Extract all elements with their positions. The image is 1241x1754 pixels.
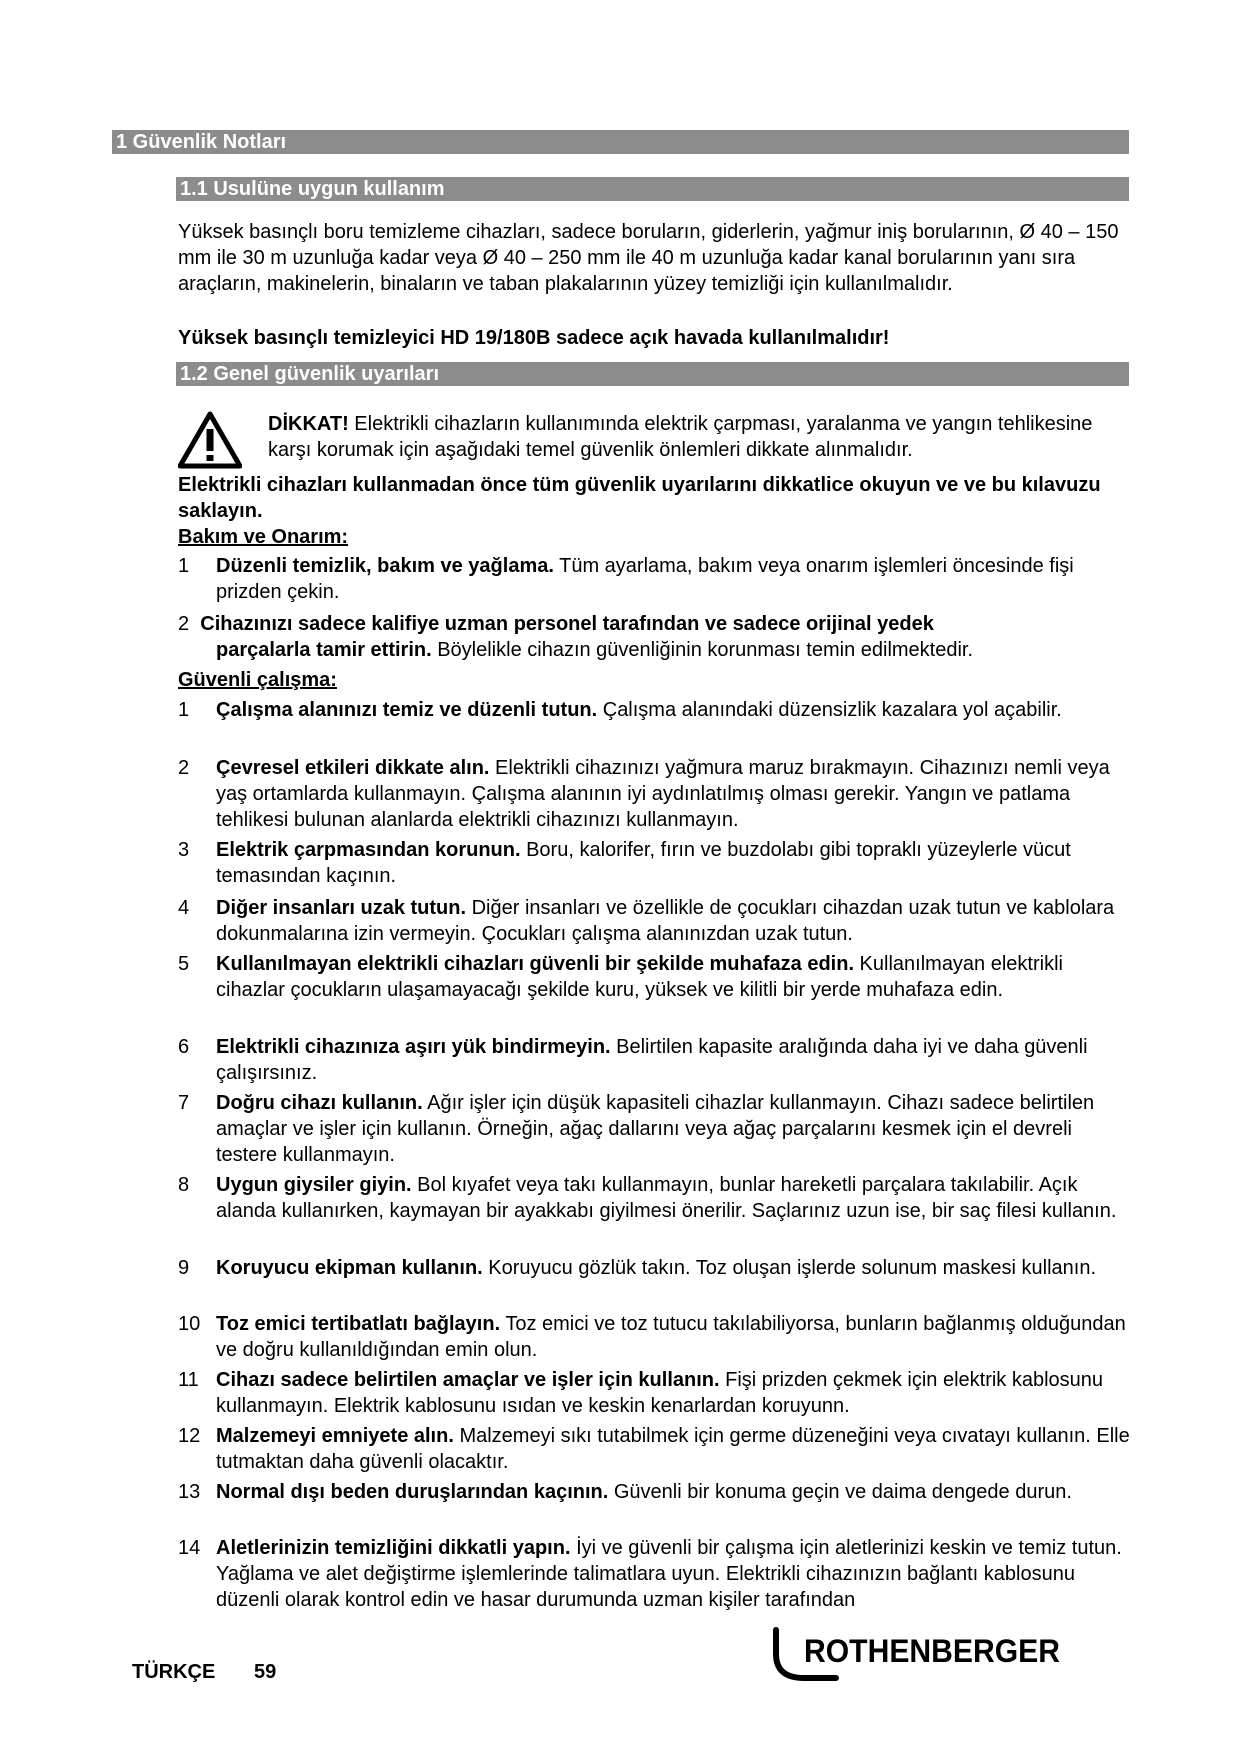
item-number: 4 (178, 897, 190, 919)
item-bold: Koruyucu ekipman kullanın. (216, 1257, 483, 1279)
item-text: Malzemeyi sıkı tutabilmek için germe düzeneğini veya cıvatayı kullanın. Elle tutmaktan daha güvenli olacaktır. (216, 1425, 1130, 1473)
item-bold: Düzenli temizlik, bakım ve yağlama. (216, 555, 554, 577)
item-text: Kullanılmayan elektrikli cihazlar çocukların ulaşamayacağı şekilde kuru, yüksek ve kilitli bir yerde muhafaza edin. (216, 953, 1063, 1001)
item-number: 8 (178, 1174, 190, 1196)
item-number: 1 (178, 699, 190, 721)
item-bold-cont: parçalarla tamir ettirin. (216, 639, 432, 661)
warning-body: Elektrikli cihazların kullanımında elektrik çarpması, yaralanma ve yangın tehlikesine karşı korumak için aşağıdaki temel güvenlik önlemleri dikkate alınmalıdır. (268, 413, 1093, 461)
item-bold: Aletlerinizin temizliğini dikkatli yapın. (216, 1537, 571, 1559)
item-text: Toz emici ve toz tutucu takılabiliyorsa, bunların bağlanmış olduğundan ve doğru kullanıldığından emin olun. (216, 1313, 1126, 1361)
warning-text (268, 411, 1118, 463)
brand-wordmark: ROTHENBERGER (804, 1633, 1060, 1669)
item-bold: Toz emici tertibatlatı bağlayın. (216, 1313, 501, 1335)
section-heading-1: 1 Güvenlik Notları (112, 130, 1129, 154)
item-text: Koruyucu gözlük takın. Toz oluşan işlerde solunum maskesi kullanın. (482, 1257, 1096, 1279)
item-bold: Uygun giysiler giyin. (216, 1174, 412, 1196)
read-notice: Elektrikli cihazları kullanmadan önce tüm güvenlik uyarılarını dikkatlice okuyun ve ve bu kılavuzu saklayın. (178, 474, 1101, 522)
item-number: 3 (178, 839, 190, 861)
intro-paragraph: Yüksek basınçlı boru temizleme cihazları, sadece boruların, giderlerin, yağmur iniş borularının, Ø 40 – 150 mm ile 30 m uzunluğa kadar veya Ø 40 – 250 mm ile 40 m uzunluğa kadar kanal borularının yanı sıra araçların, makinelerin, binaların ve taban plakalarının yüzey temizliği için kullanılmalıdır. (178, 221, 1119, 295)
section-heading-1-2: 1.2 Genel güvenlik uyarıları (176, 362, 1129, 386)
item-number: 2 (178, 613, 190, 635)
item-text: İyi ve güvenli bir çalışma için aletlerinizi keskin ve temiz tutun. Yağlama ve alet değiştirme işlemlerinde talimatlara uyun. Elektrikli cihazınızın bağlantı kablosunu düzenli olarak kontrol edin ve hasar durumunda uzman kişiler tarafından (216, 1537, 1122, 1611)
item-number: 1 (178, 555, 190, 577)
warning-triangle-icon (178, 411, 242, 469)
item-bold: Diğer insanları uzak tutun. (216, 897, 467, 919)
item-bold: Kullanılmayan elektrikli cihazları güvenli bir şekilde muhafaza edin. (216, 953, 854, 975)
item-text: Elektrikli cihazınızı yağmura maruz bırakmayın. Cihazınızı nemli veya yaş ortamlarda kullanmayın. Çalışma alanının iyi aydınlatılmış olması gerekir. Yangın ve patlama tehlikesi bulunan alanlarda elektrikli cihazınızı kullanmayın. (216, 757, 1110, 831)
item-bold: Elektrik çarpmasından korunun. (216, 839, 521, 861)
item-number: 10 (178, 1313, 201, 1335)
item-number: 7 (178, 1092, 190, 1114)
item-text: Ağır işler için düşük kapasiteli cihazlar kullanmayın. Cihazı sadece belirtilen amaçlar ve işler için kullanın. Örneğin, ağaç dallarını veya ağaç parçalarını kesmek için el devreli testere kullanmayın. (216, 1092, 1095, 1166)
section-heading-1-1: 1.1 Usulüne uygun kullanım (176, 177, 1129, 201)
item-text: Boru, kalorifer, fırın ve buzdolabı gibi topraklı yüzeylerle vücut temasından kaçının. (216, 839, 1071, 887)
safe-work-heading: Güvenli çalışma: (178, 669, 337, 691)
item-bold: Malzemeyi emniyete alın. (216, 1425, 454, 1447)
item-number: 6 (178, 1036, 190, 1058)
item-text: Çalışma alanındaki düzensizlik kazalara yol açabilir. (597, 699, 1062, 721)
item-text: Böylelikle cihazın güvenliğinin korunması temin edilmektedir. (431, 639, 974, 661)
warning-label: DİKKAT! (268, 413, 349, 435)
item-text: Diğer insanları ve özellikle de çocukları cihazdan uzak tutun ve kablolara dokunmalarına izin vermeyin. Çocukları çalışma alanınızdan uzak tutun. (216, 897, 1115, 945)
rothenberger-logo (770, 1626, 1070, 1688)
item-number: 2 (178, 757, 190, 779)
item-number: 12 (178, 1425, 201, 1447)
item-bold: Cihazınızı sadece kalifiye uzman personel tarafından ve sadece orijinal yedek (200, 613, 934, 635)
item-bold: Çevresel etkileri dikkate alın. (216, 757, 490, 779)
item-text: Güvenli bir konuma geçin ve daima dengede durun. (608, 1481, 1072, 1503)
item-bold: Çalışma alanınızı temiz ve düzenli tutun. (216, 699, 598, 721)
item-bold: Cihazı sadece belirtilen amaçlar ve işler için kullanın. (216, 1369, 720, 1391)
item-text: Belirtilen kapasite aralığında daha iyi ve daha güvenli çalışırsınız. (216, 1036, 1088, 1084)
item-text: Bol kıyafet veya takı kullanmayın, bunlar hareketli parçalara takılabilir. Açık alanda kullanırken, kaymayan bir ayakkabı giyilmesi önerilir. Saçlarınız uzun ise, bir saç filesi kullanın. (216, 1174, 1117, 1222)
item-number: 11 (178, 1369, 199, 1391)
item-number: 5 (178, 953, 190, 975)
page-number: 59 (254, 1661, 277, 1683)
item-text: Fişi prizden çekmek için elektrik kablosunu kullanmayın. Elektrik kablosunu ısıdan ve keskin kenarlardan koruyunn. (216, 1369, 1104, 1417)
maintenance-heading: Bakım ve Onarım: (178, 526, 349, 548)
item-bold: Normal dışı beden duruşlarından kaçının. (216, 1481, 609, 1503)
item-bold: Elektrikli cihazınıza aşırı yük bindirmeyin. (216, 1036, 611, 1058)
item-number: 14 (178, 1537, 201, 1559)
item-number: 9 (178, 1257, 190, 1279)
intro-bold-note: Yüksek basınçlı temizleyici HD 19/180B sadece açık havada kullanılmalıdır! (178, 327, 890, 349)
item-bold: Doğru cihazı kullanın. (216, 1092, 423, 1114)
item-text: Tüm ayarlama, bakım veya onarım işlemleri öncesinde fişi prizden çekin. (216, 555, 1074, 603)
item-number: 13 (178, 1481, 201, 1503)
footer-language: TÜRKÇE (132, 1661, 216, 1683)
